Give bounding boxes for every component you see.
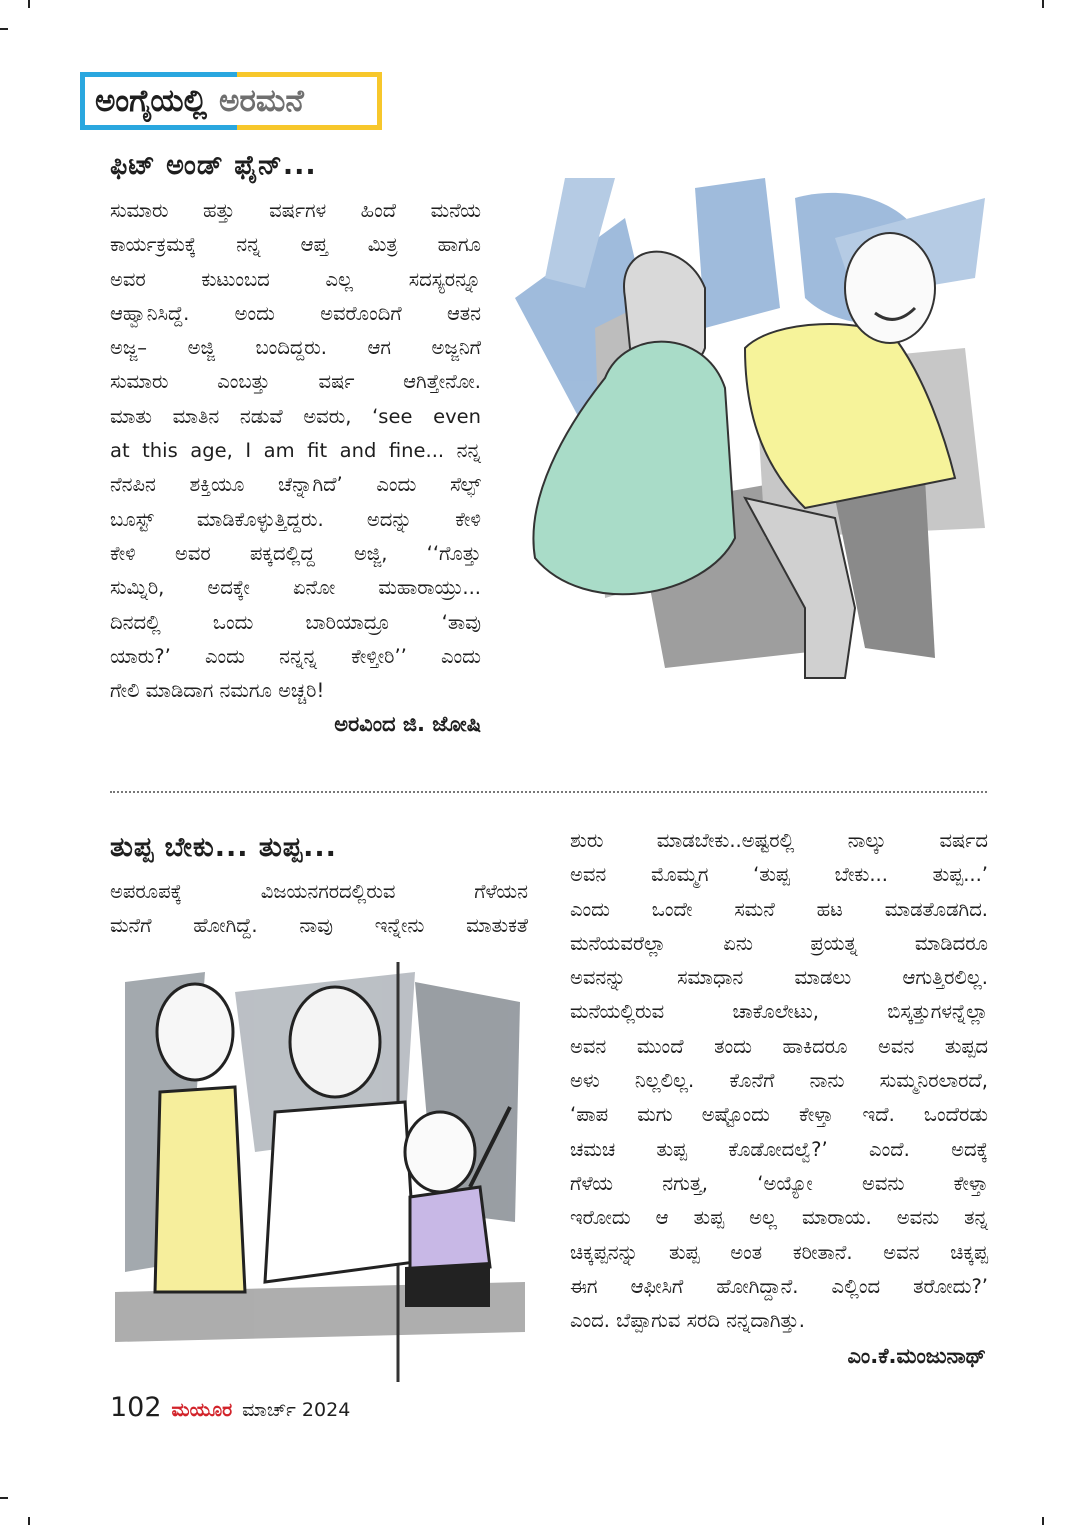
text-line: ಚಮಚ ತುಪ್ಪ ಕೊಡೋದಲ್ವೆ?’ ಎಂದೆ. ಅದಕ್ಕೆ xyxy=(570,1137,988,1161)
text-line: ನೆನಪಿನ ಶಕ್ತಿಯೂ ಚೆನ್ನಾಗಿದೆ’ ಎಂದು ಸೆಲ್ಫ್ xyxy=(110,473,481,497)
text-line: ಗೆಳೆಯ ನಗುತ್ತ, ‘ಅಯ್ಯೋ ಅವನು ಕೇಳ್ತಾ xyxy=(570,1171,988,1195)
issue-month: ಮಾರ್ಚ್ 2024 xyxy=(242,1399,351,1421)
text-line: ಅಜ್ಜ– ಅಜ್ಜಿ ಬಂದಿದ್ದರು. ಆಗ ಅಜ್ಜನಿಗೆ xyxy=(110,336,481,360)
text-line: ಮಾತು ಮಾತಿನ ನಡುವೆ ಅವರು, ‘see even xyxy=(110,404,481,428)
text-line: ಈಗ ಆಫೀಸಿಗೆ ಹೋಗಿದ್ದಾನೆ. ಎಲ್ಲಿಂದ ತರೋದು?’ xyxy=(570,1274,988,1298)
section-tag-word1: ಅಂಗೈಯಲ್ಲಿ xyxy=(95,82,208,119)
crop-mark xyxy=(1042,0,1044,8)
magazine-logo: ಮಯೂರ xyxy=(171,1399,233,1421)
section-tag-word2: ಅರಮನೆ xyxy=(219,82,304,119)
crop-mark xyxy=(28,0,30,8)
family-ghee-illustration xyxy=(115,962,535,1382)
text-line: at this age, I am fit and fine... ನನ್ನ xyxy=(110,439,481,463)
text-line: ಅಪರೂಪಕ್ಕೆ ವಿಜಯನಗರದಲ್ಲಿರುವ ಗೆಳೆಯನ xyxy=(110,880,528,903)
text-line: ಅಳು ನಿಲ್ಲಲಿಲ್ಲ. ಕೊನೆಗೆ ನಾನು ಸುಮ್ಮನಿರಲಾರದೆ, xyxy=(570,1069,988,1093)
crop-mark xyxy=(0,1497,8,1499)
text-line: ಅವನನ್ನು ಸಮಾಧಾನ ಮಾಡಲು ಆಗುತ್ತಿರಲಿಲ್ಲ. xyxy=(570,966,988,990)
text-line: ಮನೆಗೆ ಹೋಗಿದ್ದೆ. ನಾವು ಇನ್ನೇನು ಮಾತುಕತೆ xyxy=(110,914,528,938)
text-line: ಕಾರ್ಯಕ್ರಮಕ್ಕೆ ನನ್ನ ಆಪ್ತ ಮಿತ್ರ ಹಾಗೂ xyxy=(110,233,481,257)
story1-title: ಫಿಟ್ ಅಂಡ್ ಫೈನ್... xyxy=(110,150,317,181)
crop-mark xyxy=(0,28,8,30)
elderly-couple-illustration xyxy=(505,178,995,698)
text-line: ಎಂದ. ಬೆಪ್ಪಾಗುವ ಸರದಿ ನನ್ನದಾಗಿತ್ತು. xyxy=(570,1309,805,1333)
section-divider xyxy=(110,791,987,793)
text-line: ಇರೋದು ಆ ತುಪ್ಪ ಅಲ್ಲ ಮಾರಾಯ. ಅವನು ತನ್ನ xyxy=(570,1206,988,1230)
crop-mark xyxy=(28,1517,30,1525)
text-line: ಸುಮಾರು ಹತ್ತು ವರ್ಷಗಳ ಹಿಂದೆ ಮನೆಯ xyxy=(110,199,481,222)
text-line: ಅವನ ಮುಂದೆ ತಂದು ಹಾಕಿದರೂ ಅವನ ತುಪ್ಪದ xyxy=(570,1034,988,1058)
text-line: ಅವನ ಮೊಮ್ಮಗ ‘ತುಪ್ಪ ಬೇಕು... ತುಪ್ಪ...’ xyxy=(570,863,988,887)
text-line: ‘ಪಾಪ ಮಗು ಅಷ್ಟೊಂದು ಕೇಳ್ತಾ ಇದೆ. ಒಂದೆರಡು xyxy=(570,1103,988,1127)
story2-title: ತುಪ್ಪ ಬೇಕು... ತುಪ್ಪ... xyxy=(110,832,337,863)
text-line: ಚಿಕ್ಕಪ್ಪನನ್ನು ತುಪ್ಪ ಅಂತ ಕರೀತಾನೆ. ಅವನ ಚಿಕ್ಕಪ್ಪ xyxy=(570,1240,988,1264)
section-tag xyxy=(80,72,382,130)
story1-author: ಅರವಿಂದ ಜಿ. ಜೋಷಿ xyxy=(334,712,481,736)
story2-body-right xyxy=(570,824,988,1338)
text-line: ಅವರ ಕುಟುಂಬದ ಎಲ್ಲ ಸದಸ್ಯರನ್ನೂ xyxy=(110,267,481,291)
text-line: ದಿನದಲ್ಲಿ ಒಂದು ಬಾರಿಯಾದ್ರೂ ‘ತಾವು xyxy=(110,610,481,634)
page-footer xyxy=(110,1392,350,1423)
text-line: ಮನೆಯಲ್ಲಿರುವ ಚಾಕೊಲೇಟು, ಬಿಸ್ಕತ್ತುಗಳನ್ನೆಲ್ಲಾ xyxy=(570,1000,988,1024)
story2-author: ಎಂ.ಕೆ.ಮಂಜುನಾಥ್ xyxy=(847,1344,986,1368)
page-number: 102 xyxy=(110,1392,162,1423)
text-line: ಸುಮ್ನಿರಿ, ಅದಕ್ಕೇ ಏನೋ ಮಹಾರಾಯ್ರು... xyxy=(110,576,481,600)
text-line: ಬೂಸ್ಟ್ ಮಾಡಿಕೊಳ್ಳುತ್ತಿದ್ದರು. ಅದನ್ನು ಕೇಳಿ xyxy=(110,507,481,531)
text-line: ಮನೆಯವರೆಲ್ಲಾ ಏನು ಪ್ರಯತ್ನ ಮಾಡಿದರೂ xyxy=(570,931,988,955)
text-line: ಕೇಳಿ ಅವರ ಪಕ್ಕದಲ್ಲಿದ್ದ ಅಜ್ಜಿ, ‘‘ಗೊತ್ತು xyxy=(110,541,481,565)
story1-body xyxy=(110,194,481,708)
text-line: ಯಾರು?’ ಎಂದು ನನ್ನನ್ನ ಕೇಳ್ತೀರಿ’’ ಎಂದು xyxy=(110,644,481,668)
text-line: ಆಹ್ವಾನಿಸಿದ್ದೆ. ಅಂದು ಅವರೊಂದಿಗೆ ಆತನ xyxy=(110,301,481,325)
text-line: ಶುರು ಮಾಡಬೇಕು..ಅಷ್ಟರಲ್ಲಿ ನಾಲ್ಕು ವರ್ಷದ xyxy=(570,829,988,852)
text-line: ಎಂದು ಒಂದೇ ಸಮನೆ ಹಟ ಮಾಡತೊಡಗಿದ. xyxy=(570,897,988,921)
story2-body-left xyxy=(110,875,528,944)
text-line: ಗೇಲಿ ಮಾಡಿದಾಗ ನಮಗೂ ಅಚ್ಚರಿ! xyxy=(110,679,325,703)
text-line: ಸುಮಾರು ಎಂಬತ್ತು ವರ್ಷ ಆಗಿತ್ತೇನೋ. xyxy=(110,370,481,394)
crop-mark xyxy=(1042,1517,1044,1525)
